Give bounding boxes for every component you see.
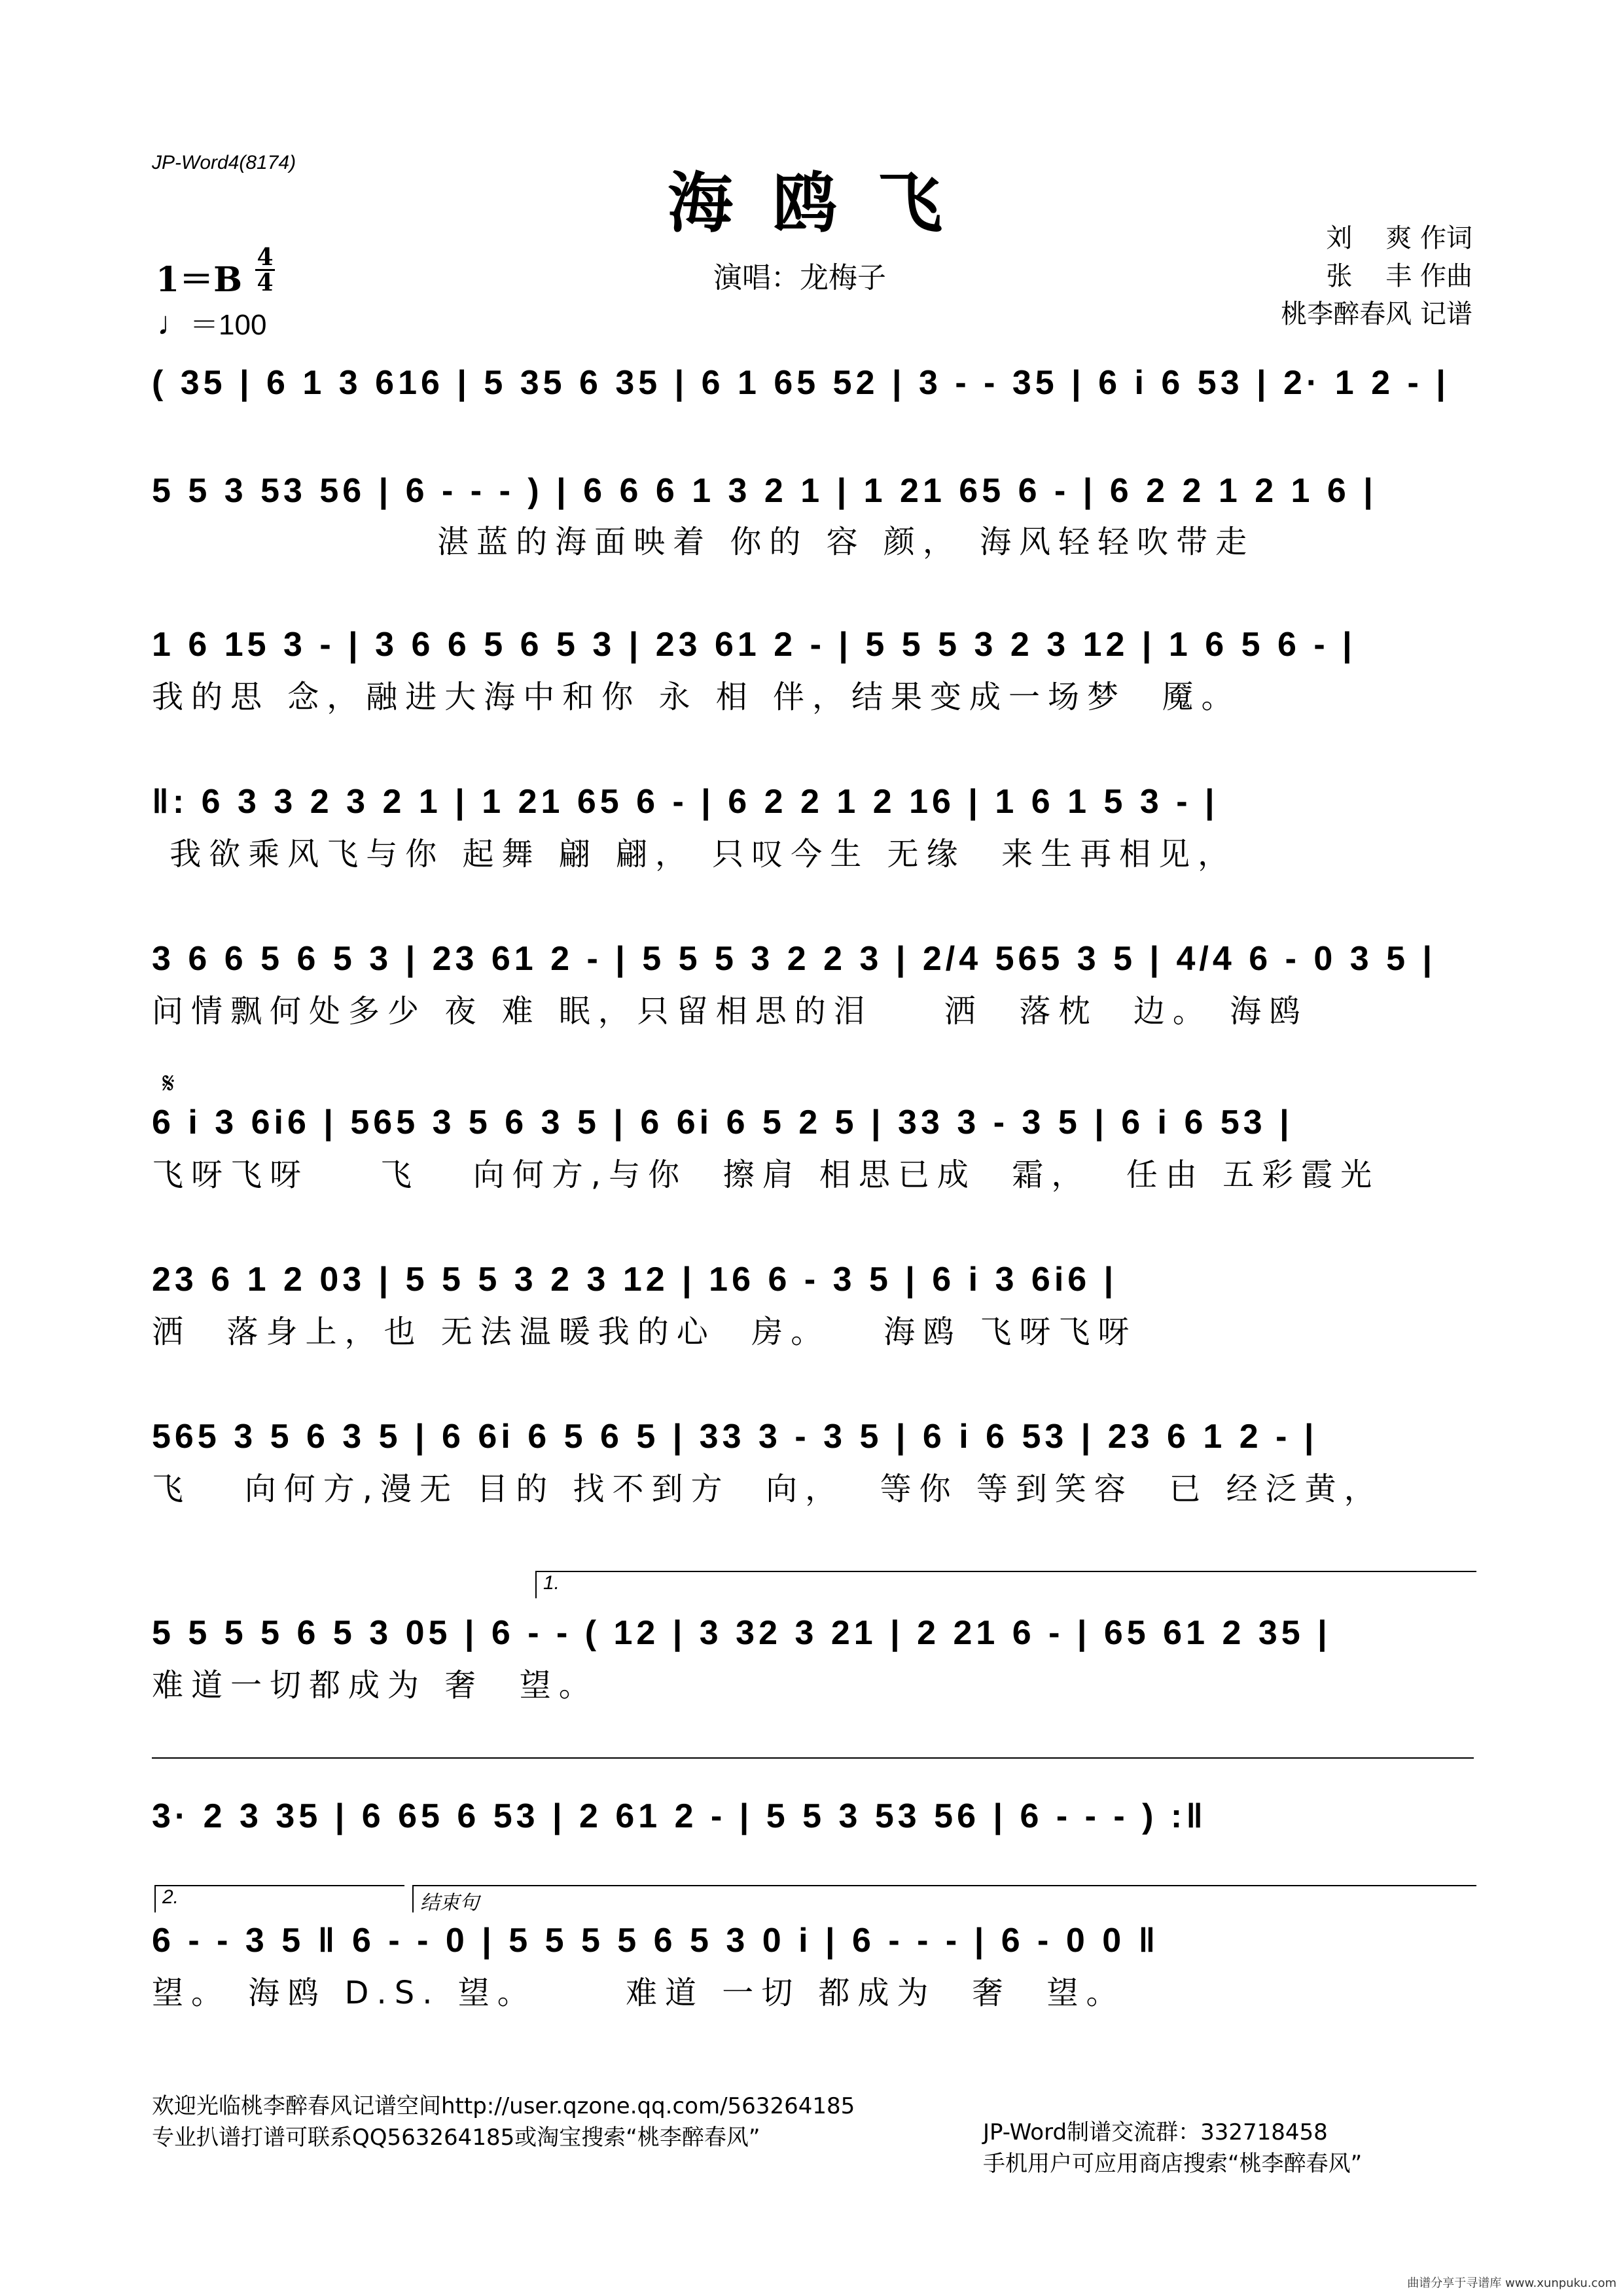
lyrics-row-2: 湛蓝的海面映着 你的 容 颜， 海风轻轻吹带走	[152, 524, 1255, 560]
lyrics-row-11: 望。 海鸥 D.S. 望。 难道 一切 都成为 奢 望。	[152, 1975, 1126, 2011]
song-title: 海鸥飞	[668, 164, 982, 242]
lyrics-row-4: 我欲乘风飞与你 起舞 翩 翩， 只叹今生 无缘 来生再相见，	[152, 836, 1238, 872]
segno-icon: 𝄋	[162, 1067, 175, 1100]
footer-group: JP-Word制谱交流群：332718458	[983, 2119, 1328, 2145]
notation-row-1: ( 35 | 6 1 3 616 | 5 35 6 35 | 6 1 65 52 | 3 - - 35 | 6 i 6 53 | 2· 1 2 - |	[152, 364, 1450, 402]
tempo-value: ＝100	[190, 309, 267, 341]
first-ending-continuation-line	[152, 1757, 1474, 1759]
notation-row-9: 5 5 5 5 6 5 3 05 | 6 - - ( 12 | 3 32 3 21 | 2 21 6 - | 65 61 2 35 |	[152, 1614, 1331, 1652]
coda-bracket	[412, 1885, 1476, 1912]
composer-credit: 张 丰 作曲	[1326, 261, 1472, 291]
second-ending-label: 2.	[162, 1886, 179, 1908]
footer-app: 手机用户可应用商店搜索“桃李醉春风”	[983, 2151, 1363, 2177]
footer-website: 欢迎光临桃李醉春风记谱空间http://user.qzone.qq.com/563264185	[152, 2093, 855, 2119]
watermark: 曲谱分享于寻谱库 www.xunpuku.com	[1407, 2276, 1616, 2290]
tempo-marking	[157, 301, 266, 343]
notation-row-2: 5 5 3 53 56 | 6 - - - ) | 6 6 6 1 3 2 1 | 1 21 65 6 - | 6 2 2 1 2 1 6 |	[152, 472, 1377, 510]
quarter-note-icon: ♩	[157, 305, 190, 342]
lyrics-row-6: 飞呀飞呀 飞 向何方,与你 擦肩 相思已成 霜， 任由 五彩霞光	[152, 1157, 1380, 1193]
time-signature-bottom: 4	[257, 269, 274, 296]
time-signature	[255, 245, 275, 295]
footer-contact: 专业扒谱打谱可联系QQ563264185或淘宝搜索“桃李醉春风”	[152, 2125, 760, 2151]
second-ending-bracket	[154, 1885, 404, 1912]
key-signature: 1＝B	[156, 260, 243, 300]
credits	[1281, 219, 1472, 333]
lyrics-row-8: 飞 向何方,漫无 目的 找不到方 向， 等你 等到笑容 已 经泛黄，	[152, 1471, 1383, 1507]
lyrics-row-3: 我的思 念，融进大海中和你 永 相 伴，结果变成一场梦 魇。	[152, 679, 1241, 715]
notation-row-5: 3 6 6 5 6 5 3 | 23 61 2 - | 5 5 5 3 2 2 3 | 2/4 565 3 5 | 4/4 6 - 0 3 5 |	[152, 940, 1436, 978]
coda-label: 结束句	[420, 1892, 479, 1914]
notation-row-3: 1 6 15 3 - | 3 6 6 5 6 5 3 | 23 61 2 - | 5 5 5 3 2 3 12 | 1 6 5 6 - |	[152, 626, 1356, 664]
lyrics-row-7: 洒 落身上，也 无法温暖我的心 房。 海鸥 飞呀飞呀	[152, 1314, 1137, 1350]
notation-row-7: 23 6 1 2 03 | 5 5 5 3 2 3 12 | 16 6 - 3 5 | 6 i 3 6i6 |	[152, 1261, 1118, 1299]
software-label: JP-Word4(8174)	[152, 152, 296, 173]
singer-credit: 演唱：龙梅子	[713, 261, 886, 295]
notation-row-4: ‖: 6 3 3 2 3 2 1 | 1 21 65 6 - | 6 2 2 1 2 16 | 1 6 1 5 3 - |	[152, 783, 1219, 821]
footer-line-2	[152, 2093, 1474, 2198]
notation-row-6: 6 i 3 6i6 | 565 3 5 6 3 5 | 6 6i 6 5 2 5 | 33 3 - 3 5 | 6 i 6 53 |	[152, 1103, 1293, 1141]
first-ending-bracket	[535, 1571, 1476, 1598]
transcriber-credit: 桃李醉春风 记谱	[1281, 299, 1472, 329]
notation-row-8: 565 3 5 6 3 5 | 6 6i 6 5 6 5 | 33 3 - 3 5 | 6 i 6 53 | 23 6 1 2 - |	[152, 1418, 1318, 1456]
first-ending-label: 1.	[543, 1572, 560, 1594]
lyrics-row-9: 难道一切都成为 奢 望。	[152, 1667, 598, 1704]
lyrics-row-1	[152, 409, 1474, 452]
notation-row-10: 3· 2 3 35 | 6 65 6 53 | 2 61 2 - | 5 5 3 53 56 | 6 - - - ) :‖	[152, 1797, 1207, 1835]
lyrics-row-5: 问情飘何处多少 夜 难 眠，只留相思的泪 洒 落枕 边。 海鸥	[152, 993, 1309, 1030]
lyricist-credit: 刘 爽 作词	[1326, 223, 1472, 253]
notation-row-11: 6 - - 3 5 ‖ 6 - - 0 | 5 5 5 5 6 5 3 0 i | 6 - - - | 6 - 0 0 ‖	[152, 1922, 1160, 1960]
time-signature-top: 4	[257, 243, 274, 271]
